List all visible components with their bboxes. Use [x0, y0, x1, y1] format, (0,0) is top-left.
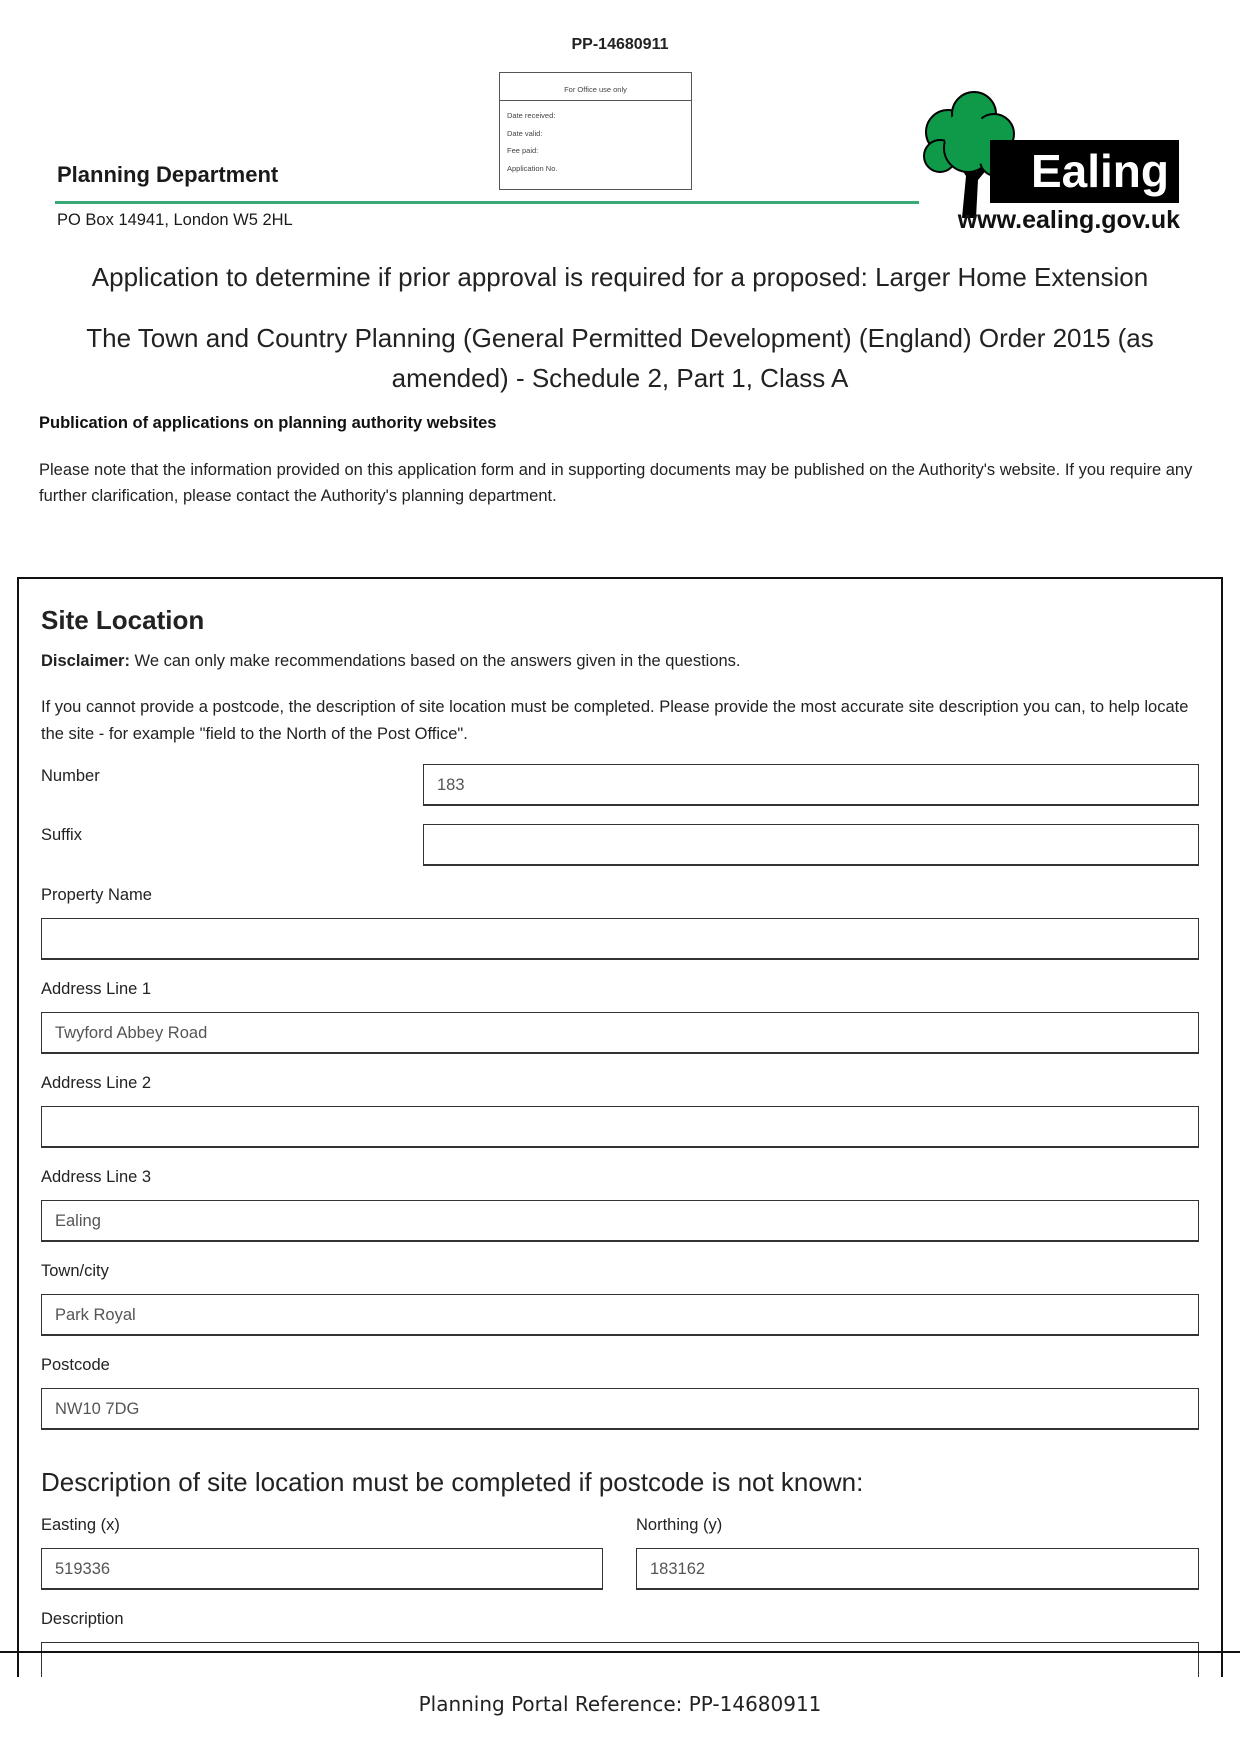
site-location-section — [17, 577, 1223, 1677]
department-name: Planning Department — [57, 162, 279, 187]
disclaimer-label: Disclaimer: — [41, 652, 130, 670]
site-info-text: If you cannot provide a postcode, the description of site location must be completed. Please provide the most accurate site description you can, to help locate the site - for example "field to the North of the Post Office". — [41, 698, 1189, 743]
office-box-date-received: Date received: — [507, 111, 556, 120]
reference-number: PP-14680911 — [571, 36, 669, 53]
office-box-date-valid: Date valid: — [507, 128, 543, 138]
description-heading: Description of site location must be completed if postcode is not known: — [41, 1467, 864, 1497]
page-footer-rule — [0, 1651, 1240, 1653]
disclaimer-text: We can only make recommendations based on the answers given in the questions. — [129, 652, 741, 670]
property-name-field[interactable] — [41, 918, 1199, 960]
section-title: Site Location — [41, 605, 205, 635]
office-box-title: For Office use only — [500, 73, 691, 101]
town-city-label: Town/city — [41, 1262, 109, 1280]
easting-label: Easting (x) — [41, 1516, 120, 1534]
ealing-logo — [918, 90, 1180, 238]
address-line-2-label: Address Line 2 — [41, 1074, 152, 1092]
easting-field[interactable]: 519336 — [41, 1548, 603, 1590]
disclaimer — [41, 652, 741, 671]
postcode-field[interactable]: NW10 7DG — [41, 1388, 1199, 1430]
suffix-field[interactable] — [423, 824, 1199, 866]
number-field[interactable]: 183 — [423, 764, 1199, 806]
form-title: Application to determine if prior approval is required for a proposed: Larger Home Extension — [91, 262, 1149, 292]
description-label: Description — [41, 1610, 124, 1628]
northing-field[interactable]: 183162 — [636, 1548, 1199, 1590]
header-divider — [55, 201, 919, 204]
department-address: PO Box 14941, London W5 2HL — [57, 211, 293, 229]
town-city-field[interactable]: Park Royal — [41, 1294, 1199, 1336]
office-use-box — [499, 72, 692, 190]
address-line-3-field[interactable]: Ealing — [41, 1200, 1199, 1242]
address-line-1-label: Address Line 1 — [41, 980, 152, 998]
property-name-label: Property Name — [41, 886, 152, 904]
office-box-application-no: Application No. — [507, 163, 558, 173]
address-line-3-label: Address Line 3 — [41, 1168, 152, 1186]
publication-notice: Please note that the information provided on this application form and in supporting documents may be published on the Authority's website. If you require any further clarification, please contact the Authority's planning department. — [39, 461, 1193, 505]
northing-label: Northing (y) — [636, 1516, 723, 1534]
form-legislation: The Town and Country Planning (General Permitted Development) (England) Order 2015 (as amended) - Schedule 2, Part 1, Class A — [86, 323, 1154, 393]
council-website: www.ealing.gov.uk — [957, 206, 1180, 234]
address-line-2-field[interactable] — [41, 1106, 1199, 1148]
postcode-label: Postcode — [41, 1356, 110, 1374]
publication-heading: Publication of applications on planning authority websites — [39, 414, 497, 432]
footer-reference: Planning Portal Reference: PP-14680911 — [418, 1692, 822, 1716]
office-box-fee-paid: Fee paid: — [507, 146, 539, 155]
description-field[interactable] — [41, 1642, 1199, 1677]
logo-wordmark: Ealing — [990, 140, 1179, 203]
suffix-label: Suffix — [41, 826, 82, 844]
number-label: Number — [41, 767, 100, 785]
address-line-1-field[interactable]: Twyford Abbey Road — [41, 1012, 1199, 1054]
